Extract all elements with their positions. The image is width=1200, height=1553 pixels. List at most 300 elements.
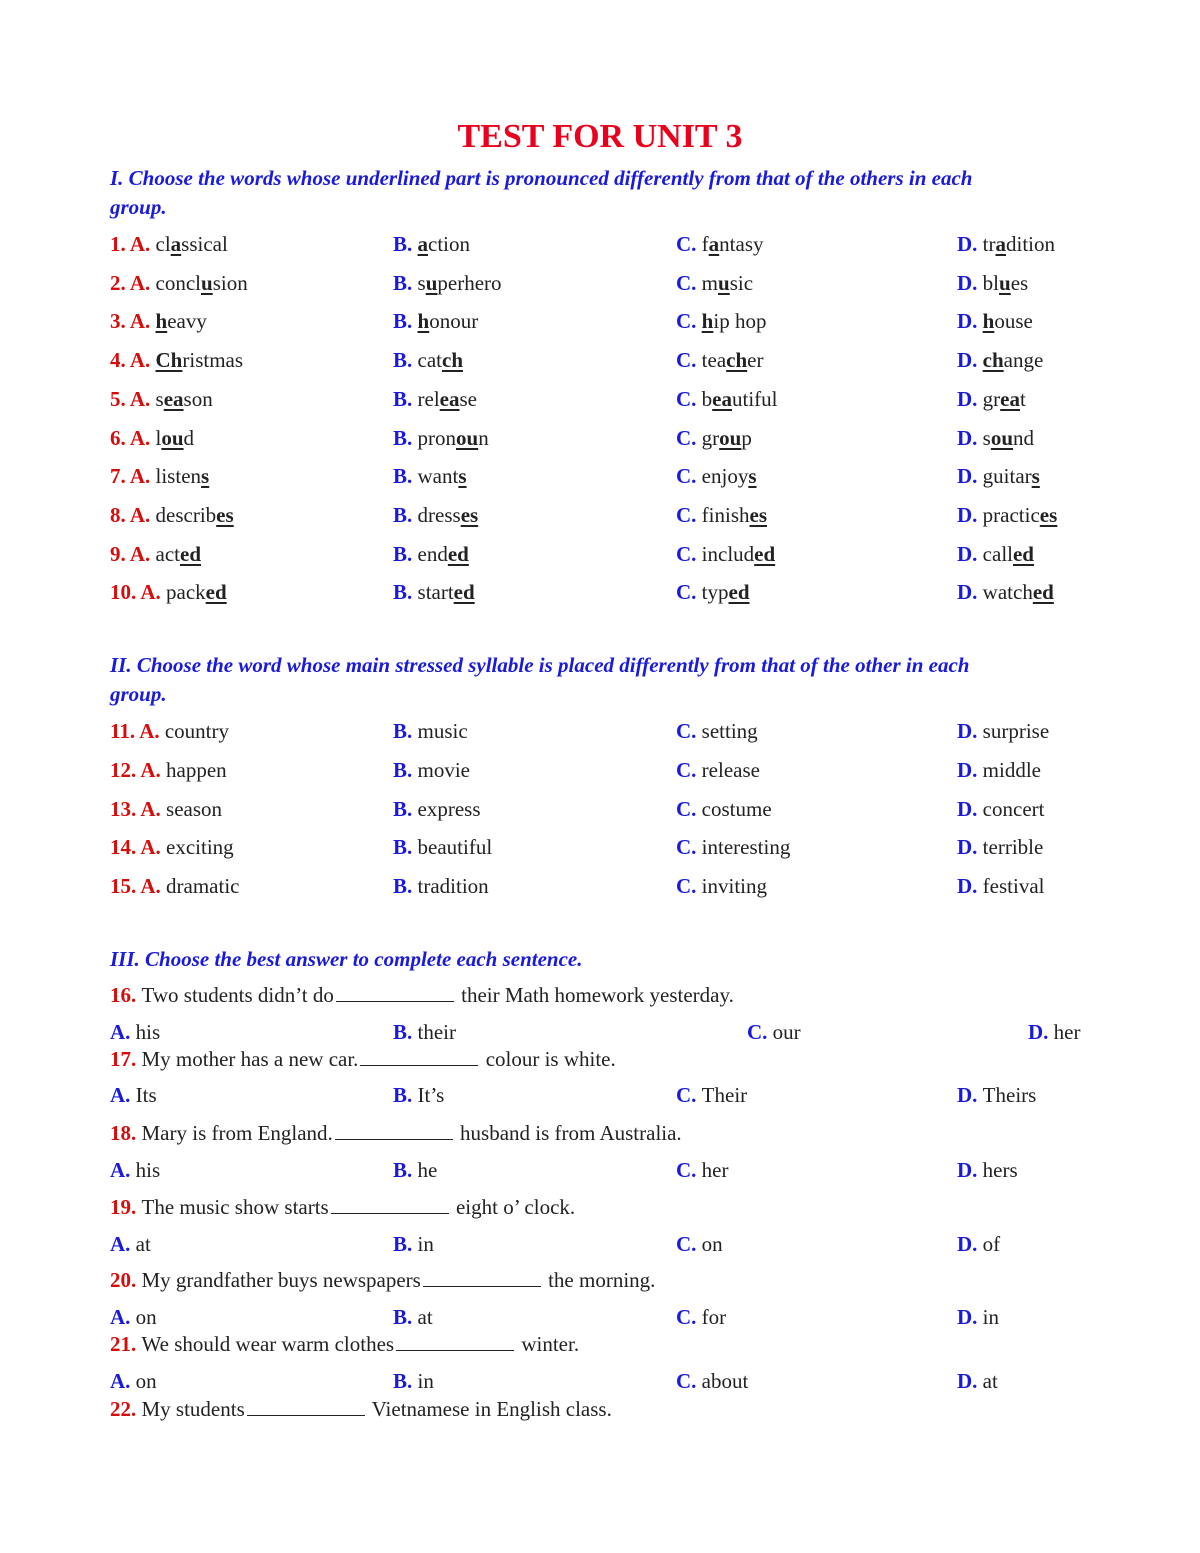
option-d (957, 345, 1043, 375)
word-part: er (747, 348, 764, 373)
answer-row (0, 1302, 1200, 1332)
option-c (676, 1302, 726, 1332)
word-part: dress (417, 502, 461, 527)
question-row (0, 794, 1200, 824)
option-word: It’s (417, 1083, 445, 1107)
option-word: at (135, 1232, 151, 1256)
option-b (393, 1155, 437, 1185)
option-a (110, 871, 239, 901)
option-d (957, 871, 1044, 901)
question-row (0, 268, 1200, 298)
option-a (110, 306, 207, 336)
option-b (393, 1366, 434, 1396)
option-word: in (982, 1305, 1000, 1329)
option-d (957, 832, 1043, 862)
answer-blank (247, 1395, 365, 1416)
option-word: country (164, 719, 230, 743)
option-c (676, 539, 775, 569)
option-label: C. (747, 1020, 773, 1044)
answer-blank (331, 1193, 449, 1214)
underlined-part: ch (982, 348, 1004, 373)
underlined-part: h (982, 309, 995, 334)
underlined-part: h (701, 309, 714, 334)
option-c (676, 1080, 747, 1110)
sentence-question (110, 1118, 682, 1148)
question-row (0, 306, 1200, 336)
option-word: music (417, 719, 468, 743)
word-part: gr (982, 386, 1001, 411)
option-label: D. (957, 796, 983, 821)
sentence-start: The music show starts (141, 1195, 329, 1219)
option-label: C. (676, 348, 702, 373)
option-d (957, 794, 1044, 824)
option-word: season (166, 796, 223, 821)
underlined-part: u (718, 270, 730, 295)
question-number: 13. (110, 796, 141, 821)
answer-row (0, 1366, 1200, 1396)
answer-blank (396, 1330, 514, 1351)
underlined-part: ou (456, 425, 479, 450)
option-label: A. (129, 541, 156, 566)
option-c (676, 1155, 729, 1185)
option-c (676, 755, 760, 785)
underlined-part: ea (163, 386, 184, 411)
option-label: D. (957, 541, 983, 566)
option-d (957, 306, 1033, 336)
option-label: A. (140, 580, 167, 605)
word-part: rel (417, 386, 440, 411)
question-row (0, 461, 1200, 491)
option-word: terrible (982, 835, 1044, 860)
word-part: concl (155, 270, 201, 295)
question-number: 18. (110, 1121, 142, 1145)
option-word: his (135, 1158, 161, 1182)
option-label: D. (957, 1305, 983, 1329)
option-word: in (417, 1369, 434, 1393)
option-d (957, 1302, 999, 1332)
option-a (110, 1366, 157, 1396)
word-part: ristmas (182, 348, 244, 373)
question-number: 22. (110, 1397, 142, 1421)
word-part: ouse (994, 309, 1033, 334)
question-number: 19. (110, 1195, 142, 1219)
option-label: A. (110, 1232, 136, 1256)
option-d (957, 755, 1041, 785)
option-d (957, 229, 1055, 259)
sentence-question (110, 980, 734, 1010)
option-word: he (417, 1158, 438, 1182)
option-label: D. (957, 1158, 983, 1182)
option-word: interesting (701, 835, 791, 860)
option-label: D. (957, 348, 983, 373)
option-b (393, 1302, 433, 1332)
word-part: enjoy (701, 464, 749, 489)
answer-row (0, 1229, 1200, 1259)
option-a (110, 500, 234, 530)
question-row (0, 832, 1200, 862)
option-label: B. (393, 757, 418, 782)
question-number: 11. (110, 719, 140, 743)
option-label: D. (1028, 1020, 1054, 1044)
option-c (747, 1017, 801, 1047)
underlined-part: s (1031, 464, 1040, 489)
question-number: 21. (110, 1332, 142, 1356)
word-part: l (155, 425, 162, 450)
section-2-heading-line1: II. Choose the word whose main stressed syllable is placed differently from that of the other in each (110, 653, 970, 677)
option-word: Their (701, 1083, 748, 1107)
option-c (676, 384, 778, 414)
word-part: typ (701, 580, 729, 605)
option-label: A. (129, 502, 156, 527)
option-word: beautiful (417, 835, 493, 860)
option-d (957, 1366, 998, 1396)
underlined-part: Ch (155, 348, 183, 373)
word-part: want (417, 464, 459, 489)
question-number: 10. (110, 580, 141, 605)
word-part: es (1010, 270, 1029, 295)
word-part: watch (982, 580, 1033, 605)
option-a (110, 539, 201, 569)
word-part: d (183, 425, 195, 450)
sentence-question (110, 1265, 655, 1295)
underlined-part: es (749, 502, 768, 527)
word-part: gr (701, 425, 720, 450)
option-label: A. (129, 270, 156, 295)
underlined-part: h (417, 309, 430, 334)
word-part: f (701, 232, 709, 256)
answer-row (0, 1017, 1200, 1047)
sentence-start: My grandfather buys newspapers (141, 1268, 421, 1292)
word-part: b (701, 386, 713, 411)
sentence-end: the morning. (542, 1268, 656, 1292)
question-number: 5. (110, 386, 130, 411)
option-word: her (1053, 1020, 1081, 1044)
option-label: D. (957, 1083, 983, 1107)
underlined-part: u (425, 270, 438, 295)
option-c (676, 1366, 748, 1396)
option-word: on (701, 1232, 723, 1256)
word-part: utiful (732, 386, 778, 411)
word-part: se (459, 386, 477, 411)
word-part: cl (155, 232, 171, 256)
option-label: C. (676, 1158, 702, 1182)
option-a (110, 229, 228, 259)
option-label: D. (957, 835, 983, 860)
option-b (393, 794, 481, 824)
option-label: B. (393, 835, 418, 860)
underlined-part: es (460, 502, 479, 527)
option-a (110, 461, 209, 491)
sentence-end: eight o’ clock. (450, 1195, 576, 1219)
option-b (393, 384, 477, 414)
option-label: C. (676, 580, 702, 605)
option-word: for (701, 1305, 727, 1329)
option-word: festival (982, 874, 1045, 899)
word-part: tr (982, 232, 996, 256)
option-label: B. (393, 796, 418, 821)
underlined-part: ch (442, 348, 463, 373)
underlined-part: ou (990, 425, 1014, 450)
option-label: D. (957, 719, 983, 743)
option-label: C. (676, 1305, 702, 1329)
option-label: B. (393, 1232, 418, 1256)
sentence-end: husband is from Australia. (454, 1121, 682, 1145)
option-label: A. (129, 464, 156, 489)
option-b (393, 1080, 444, 1110)
word-part: end (417, 541, 448, 566)
option-label: A. (129, 232, 156, 256)
option-c (676, 871, 767, 901)
option-label: A. (110, 1369, 136, 1393)
option-a (110, 423, 194, 453)
page-title: TEST FOR UNIT 3 (457, 118, 743, 155)
answer-blank (423, 1266, 541, 1287)
underlined-part: es (216, 502, 234, 527)
sentence-question (110, 1394, 612, 1424)
word-part: start (417, 580, 454, 605)
option-d (957, 539, 1034, 569)
option-label: C. (676, 1083, 702, 1107)
word-part: practic (982, 502, 1040, 527)
word-part: finish (701, 502, 750, 527)
sentence-start: Mary is from England. (141, 1121, 333, 1145)
option-b (393, 539, 469, 569)
option-word: tradition (417, 874, 489, 899)
sentence-end: their Math homework yesterday. (455, 983, 734, 1007)
question-number: 9. (110, 541, 130, 566)
word-part: ction (428, 232, 471, 256)
question-row (0, 755, 1200, 785)
option-label: B. (393, 502, 418, 527)
option-word: his (135, 1020, 161, 1044)
word-part: tea (701, 348, 727, 373)
underlined-part: ou (161, 425, 184, 450)
question-row (0, 345, 1200, 375)
word-part: t (1020, 386, 1026, 411)
option-label: B. (393, 719, 418, 743)
underlined-part: ed (453, 580, 475, 605)
word-part: s (417, 270, 426, 295)
option-a (110, 1017, 160, 1047)
option-label: A. (129, 348, 156, 373)
option-label: B. (393, 541, 418, 566)
option-word: costume (701, 796, 772, 821)
option-b (393, 461, 467, 491)
option-word: of (982, 1232, 1001, 1256)
option-word: Its (135, 1083, 157, 1107)
underlined-part: s (458, 464, 467, 489)
option-c (676, 306, 766, 336)
option-b (393, 500, 478, 530)
underlined-part: ed (1012, 541, 1034, 566)
question-number: 4. (110, 348, 130, 373)
answer-blank (336, 981, 454, 1002)
option-b (393, 268, 502, 298)
option-word: hers (982, 1158, 1018, 1182)
sentence-start: My students (141, 1397, 245, 1421)
word-part: guitar (982, 464, 1032, 489)
question-number: 15. (110, 874, 141, 899)
option-word: movie (417, 757, 471, 782)
section-2-heading-line2: group. (110, 682, 167, 706)
option-word: happen (166, 757, 227, 782)
question-number: 12. (110, 757, 141, 782)
option-word: express (417, 796, 481, 821)
option-b (393, 345, 463, 375)
underlined-part: s (748, 464, 757, 489)
option-a (110, 755, 227, 785)
option-label: B. (393, 1083, 418, 1107)
sentence-end: Vietnamese in English class. (366, 1397, 612, 1421)
option-label: C. (676, 502, 702, 527)
underlined-part: ed (754, 541, 776, 566)
option-c (676, 577, 750, 607)
option-label: A. (139, 719, 165, 743)
question-number: 16. (110, 983, 142, 1007)
word-part: ange (1003, 348, 1044, 373)
option-d (957, 268, 1028, 298)
option-label: C. (676, 796, 702, 821)
word-part: ntasy (719, 232, 764, 256)
option-c (676, 345, 763, 375)
option-c (676, 500, 767, 530)
option-label: B. (393, 1020, 418, 1044)
underlined-part: ed (728, 580, 750, 605)
section-1-heading (110, 164, 1100, 222)
word-part: perhero (437, 270, 502, 295)
option-label: D. (957, 386, 983, 411)
option-label: B. (393, 1369, 418, 1393)
answer-row (0, 1080, 1200, 1110)
option-label: A. (140, 796, 167, 821)
word-part: includ (701, 541, 755, 566)
question-number: 20. (110, 1268, 142, 1292)
question-row (0, 871, 1200, 901)
sentence-question (110, 1044, 616, 1074)
option-label: A. (129, 309, 156, 334)
sentence-start: Two students didn’t do (141, 983, 334, 1007)
word-part: dition (1006, 232, 1056, 256)
option-b (393, 577, 475, 607)
option-d (957, 1155, 1018, 1185)
word-part: p (741, 425, 752, 450)
option-b (393, 229, 470, 259)
option-label: B. (393, 270, 418, 295)
option-label: C. (676, 232, 702, 256)
underlined-part: s (201, 464, 210, 489)
option-word: middle (982, 757, 1041, 782)
option-a (110, 577, 227, 607)
option-b (393, 871, 489, 901)
underlined-part: ed (180, 541, 201, 566)
answer-blank (360, 1045, 478, 1066)
option-a (110, 716, 229, 746)
underlined-part: ed (447, 541, 469, 566)
option-c (676, 716, 758, 746)
answer-blank (335, 1119, 453, 1140)
option-d (957, 423, 1034, 453)
option-c (676, 832, 790, 862)
option-label: A. (110, 1305, 136, 1329)
option-label: B. (393, 232, 418, 256)
question-row (0, 423, 1200, 453)
question-row (0, 577, 1200, 607)
sentence-start: My mother has a new car. (141, 1047, 359, 1071)
option-label: C. (676, 1232, 702, 1256)
option-label: D. (957, 1369, 983, 1393)
option-a (110, 1155, 160, 1185)
option-word: her (701, 1158, 729, 1182)
option-label: D. (957, 502, 983, 527)
option-a (110, 832, 234, 862)
option-b (393, 716, 468, 746)
option-label: C. (676, 425, 702, 450)
option-word: their (417, 1020, 456, 1044)
option-label: D. (957, 425, 983, 450)
question-row (0, 716, 1200, 746)
word-part: pack (166, 580, 206, 605)
underlined-part: ed (205, 580, 227, 605)
word-part: call (982, 541, 1013, 566)
underlined-part: u (999, 270, 1011, 295)
underlined-part: ea (1000, 386, 1020, 411)
option-label: A. (110, 1083, 136, 1107)
sentence-question (110, 1329, 579, 1359)
question-row (0, 500, 1200, 530)
option-label: C. (676, 1369, 702, 1393)
underlined-part: a (708, 232, 720, 256)
word-part: sion (212, 270, 248, 295)
option-d (957, 461, 1040, 491)
underlined-part: ch (726, 348, 748, 373)
option-label: A. (140, 757, 167, 782)
underlined-part: a (170, 232, 182, 256)
option-a (110, 1080, 157, 1110)
option-label: D. (957, 232, 983, 256)
option-word: inviting (701, 874, 768, 899)
word-part: s (155, 386, 164, 411)
option-label: B. (393, 464, 418, 489)
option-label: A. (140, 835, 167, 860)
option-label: C. (676, 757, 702, 782)
option-b (393, 1229, 434, 1259)
option-label: A. (110, 1158, 136, 1182)
option-label: C. (676, 464, 702, 489)
section-1-heading-line1: I. Choose the words whose underlined part is pronounced differently from that of the others in each (110, 166, 973, 190)
option-label: D. (957, 1232, 983, 1256)
option-d (957, 1229, 1000, 1259)
word-part: bl (982, 270, 1000, 295)
option-a (110, 1302, 157, 1332)
section-3-heading: III. Choose the best answer to complete each sentence. (110, 947, 583, 971)
option-label: B. (393, 386, 418, 411)
option-d (957, 1080, 1036, 1110)
underlined-part: a (995, 232, 1006, 256)
option-c (676, 268, 753, 298)
sentence-end: winter. (516, 1332, 580, 1356)
option-word: surprise (982, 719, 1050, 743)
word-part: act (155, 541, 180, 566)
word-part: nd (1013, 425, 1035, 450)
underlined-part: ea (712, 386, 732, 411)
underlined-part: h (155, 309, 168, 334)
option-a (110, 1229, 151, 1259)
option-label: C. (676, 541, 702, 566)
option-b (393, 1017, 456, 1047)
word-part: sic (729, 270, 754, 295)
underlined-part: es (1039, 502, 1058, 527)
word-part: onour (429, 309, 479, 334)
